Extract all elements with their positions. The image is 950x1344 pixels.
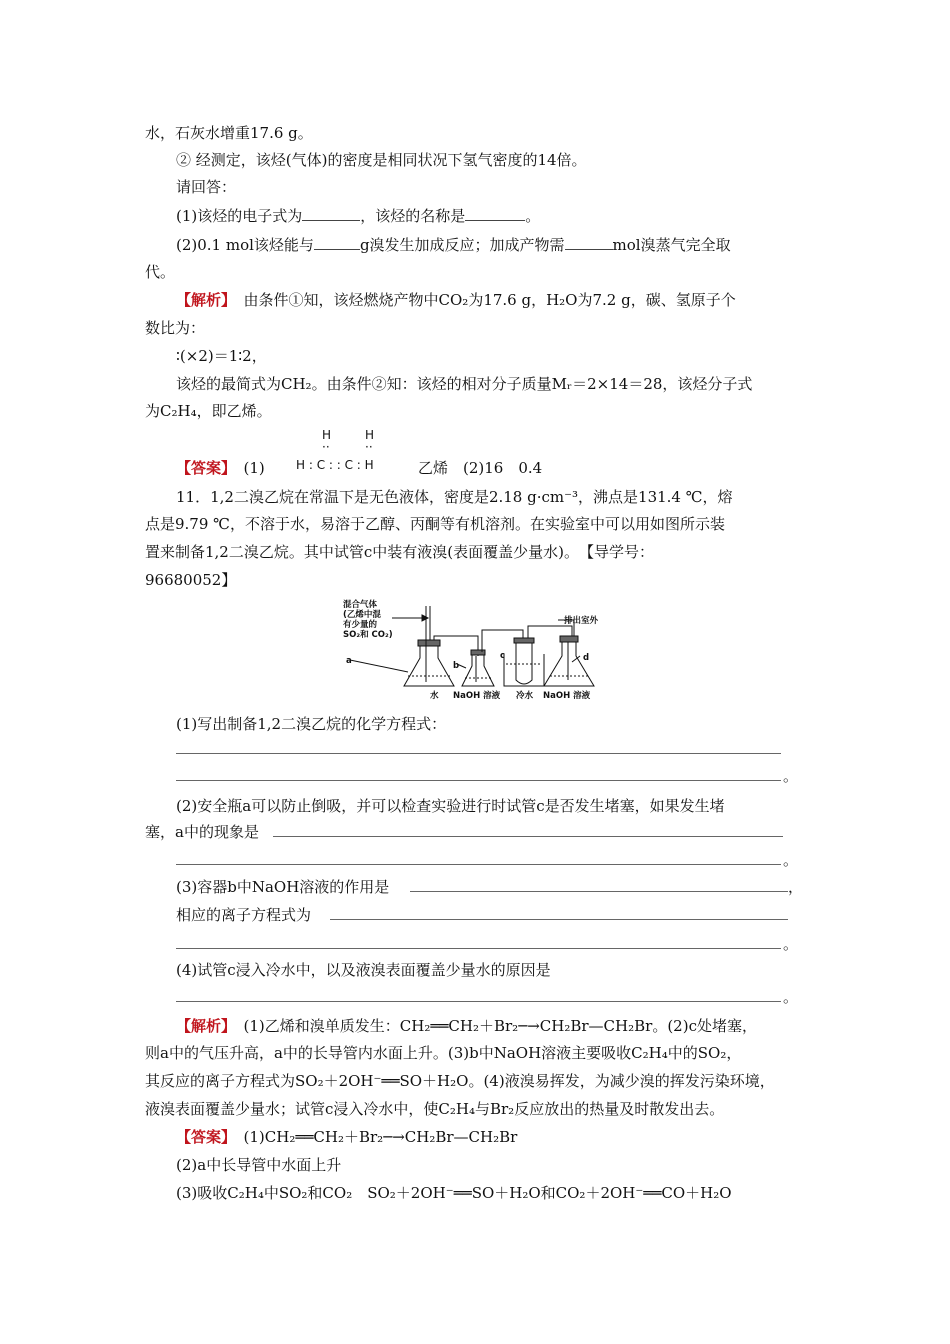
text-line: 则a中的气压升高，a中的长导管内水面上升。(3)b中NaOH溶液主要吸收C₂H₄中的SO₂， xyxy=(145,1044,742,1062)
stopper xyxy=(418,640,440,646)
figure-caption: NaOH 溶液 xyxy=(453,691,501,701)
answer-2 xyxy=(176,1127,517,1147)
text-line: 水，石灰水增重17.6 g。 xyxy=(145,124,313,142)
figure-exhaust: 排出室外 xyxy=(564,616,599,626)
question-2 xyxy=(176,234,731,255)
figure-title: (乙烯中混 xyxy=(343,610,381,620)
sub-question-2: (2)安全瓶a可以防止倒吸，并可以检查实验进行时试管c是否发生堵塞，如果发生堵 xyxy=(176,797,725,815)
answer-line xyxy=(176,948,781,949)
figure-title: 有少量的 xyxy=(343,620,378,630)
analysis-1 xyxy=(176,290,736,310)
apparatus-figure xyxy=(340,596,610,702)
figure-title: 混合气体 xyxy=(343,600,378,610)
answer-blank xyxy=(314,234,360,250)
question-text: ，该烃的名称是 xyxy=(360,207,466,225)
flask-a xyxy=(404,646,454,686)
answer-blank xyxy=(565,234,613,250)
analysis-text: 由条件①知，该烃燃烧产物中CO₂为17.6 g，H₂O为7.2 g，碳、氢原子个 xyxy=(243,291,736,309)
text-line: 数比为： xyxy=(145,319,206,337)
period-mark: 。 xyxy=(783,767,799,785)
text-line: ② 经测定，该烃(气体)的密度是相同状况下氢气密度的14倍。 xyxy=(176,151,587,169)
text-line: (2)a中长导管中水面上升 xyxy=(176,1156,342,1174)
flask-b xyxy=(462,654,494,686)
analysis-text: (1)乙烯和溴单质发生：CH₂══CH₂＋Br₂─→CH₂Br—CH₂Br。(2)c处堵塞， xyxy=(243,1017,757,1035)
answer-text: (1)CH₂══CH₂＋Br₂─→CH₂Br—CH₂Br xyxy=(243,1128,518,1146)
text-line: 96680052】 xyxy=(145,571,237,589)
flask-d xyxy=(544,642,594,686)
analysis-tag: 【解析】 xyxy=(176,1017,229,1035)
period-mark: 。 xyxy=(783,935,799,953)
answer-text: (1) xyxy=(243,459,265,477)
answer-line xyxy=(176,753,781,754)
stopper xyxy=(560,636,578,642)
figure-label-d: d xyxy=(583,653,590,663)
lewis-dots: ·· xyxy=(365,440,373,454)
text-line: 塞，a中的现象是 xyxy=(145,823,259,841)
analysis-2 xyxy=(176,1016,757,1036)
test-tube-c xyxy=(516,642,532,684)
text-line: 相应的离子方程式为 xyxy=(176,906,312,924)
answer-line xyxy=(273,836,783,837)
text-line: 代。 xyxy=(145,263,176,281)
lewis-dots: ·· xyxy=(322,440,330,454)
figure-label-a: a xyxy=(346,656,352,666)
answer-blank xyxy=(465,205,525,221)
lewis-h-top: H xyxy=(365,428,375,442)
beaker xyxy=(504,654,544,686)
question-text: g溴发生加成反应；加成产物需 xyxy=(359,236,565,254)
label-pointer xyxy=(350,660,408,672)
figure-label-c: c xyxy=(500,651,506,661)
text-line: 液溴表面覆盖少量水；试管c浸入冷水中，使C₂H₄与Br₂反应放出的热量及时散发出去。 xyxy=(145,1100,725,1118)
sub-question-3: (3)容器b中NaOH溶液的作用是 xyxy=(176,878,390,896)
figure-label-b: b xyxy=(453,661,460,671)
answer-tag: 【答案】 xyxy=(176,1128,229,1146)
sub-question-1: (1)写出制备1,2二溴乙烷的化学方程式： xyxy=(176,715,447,733)
question-text: (1)该烃的电子式为 xyxy=(176,207,303,225)
comma-mark: ， xyxy=(788,878,804,896)
text-line: 11．1,2二溴乙烷在常温下是无色液体，密度是2.18 g·cm⁻³，沸点是131.4 ℃，熔 xyxy=(176,488,733,506)
text-line: (3)吸收C₂H₄中SO₂和CO₂ SO₂＋2OH⁻══SO＋H₂O和CO₂＋2OH⁻══CO＋H₂O xyxy=(176,1184,732,1202)
answer-blank xyxy=(302,205,360,221)
answer-tag: 【答案】 xyxy=(176,459,229,477)
question-text: 。 xyxy=(525,207,541,225)
answer-line xyxy=(176,1001,781,1002)
stopper xyxy=(514,638,534,643)
stopper xyxy=(471,650,485,655)
text-line: 请回答： xyxy=(176,178,237,196)
figure-caption: 冷水 xyxy=(516,691,534,701)
text-line: ∶(×2)＝1∶2， xyxy=(176,347,267,365)
question-1 xyxy=(176,205,540,226)
text-line: 点是9.79 ℃，不溶于水，易溶于乙醇、丙酮等有机溶剂。在实验室中可以用如图所示装 xyxy=(145,515,725,533)
question-text: (2)0.1 mol该烃能与 xyxy=(176,236,314,254)
analysis-tag: 【解析】 xyxy=(176,291,229,309)
answer-line xyxy=(330,919,788,920)
figure-title: SO₂和 CO₂) xyxy=(343,630,393,640)
question-text: mol溴蒸气完全取 xyxy=(612,236,731,254)
text-line: 其反应的离子方程式为SO₂＋2OH⁻══SO＋H₂O。(4)液溴易挥发，为减少溴的挥发污染环境， xyxy=(145,1072,775,1090)
period-mark: 。 xyxy=(783,988,799,1006)
figure-caption: NaOH 溶液 xyxy=(543,691,591,701)
answer-1 xyxy=(176,458,265,478)
text-line: 该烃的最简式为CH₂。由条件②知：该烃的相对分子质量Mᵣ＝2×14＝28，该烃分子式 xyxy=(176,375,753,393)
answer-line xyxy=(176,864,781,865)
arrow-head xyxy=(422,615,428,621)
lewis-h-top: H xyxy=(322,428,332,442)
text-line: 置来制备1,2二溴乙烷。其中试管c中装有液溴(表面覆盖少量水)。 【导学号： xyxy=(145,543,654,561)
text-line: 为C₂H₄，即乙烯。 xyxy=(145,402,272,420)
answer-text: 乙烯 (2)16 0.4 xyxy=(418,459,543,477)
sub-question-4: (4)试管c浸入冷水中，以及液溴表面覆盖少量水的原因是 xyxy=(176,961,551,979)
answer-line xyxy=(410,891,788,892)
answer-line xyxy=(176,780,781,781)
period-mark: 。 xyxy=(783,851,799,869)
lewis-main: H : C : : C : H xyxy=(296,458,374,472)
figure-caption: 水 xyxy=(430,691,439,701)
lewis-structure xyxy=(296,428,406,478)
